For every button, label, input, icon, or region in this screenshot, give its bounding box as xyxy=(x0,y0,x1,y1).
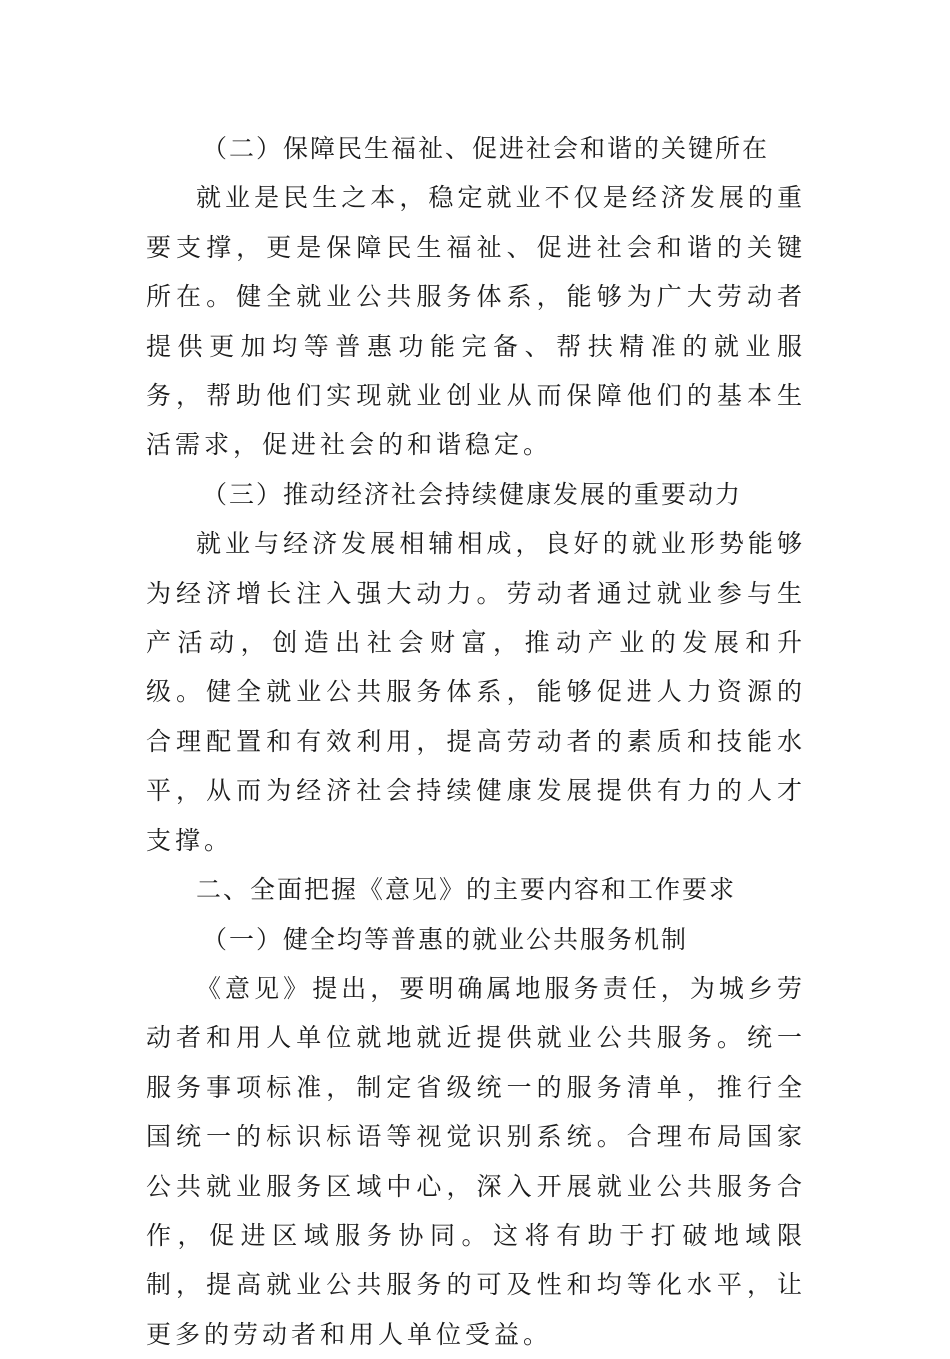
section-heading-3: （三）推动经济社会持续健康发展的重要动力 xyxy=(202,479,743,509)
section-heading-1: （一）健全均等普惠的就业公共服务机制 xyxy=(202,924,689,954)
section-heading-2: （二）保障民生福祉、促进社会和谐的关键所在 xyxy=(202,134,770,163)
body-paragraph-2: 就业与经济发展相辅相成，良好的就业形势能够为经济增长注入强大动力。劳动者通过就业参与生产活动，创造出社会财富，推动产业的发展和升级。健全就业公共服务体系，能够促进人力资源的合理配置和有效利用，提高劳动者的素质和技能水平，从而为经济社会持续健康发展提供有力的人才支撑。 xyxy=(146,529,806,855)
document-body xyxy=(146,124,806,1359)
chapter-heading-2: 二、全面把握《意见》的主要内容和工作要求 xyxy=(196,875,737,905)
body-paragraph-3: 《意见》提出，要明确属地服务责任，为城乡劳动者和用人单位就地就近提供就业公共服务。统一服务事项标准，制定省级统一的服务清单，推行全国统一的标识标语等视觉识别系统。合理布局国家公共就业服务区域中心，深入开展就业公共服务合作，促进区域服务协同。这将有助于打破地域限制，提高就业公共服务的可及性和均等化水平，让更多的劳动者和用人单位受益。 xyxy=(146,973,806,1349)
body-paragraph-1: 就业是民生之本，稳定就业不仅是经济发展的重要支撑，更是保障民生福祉、促进社会和谐的关键所在。健全就业公共服务体系，能够为广大劳动者提供更加均等普惠功能完备、帮扶精准的就业服务，帮助他们实现就业创业从而保障他们的基本生活需求，促进社会的和谐稳定。 xyxy=(146,183,806,460)
